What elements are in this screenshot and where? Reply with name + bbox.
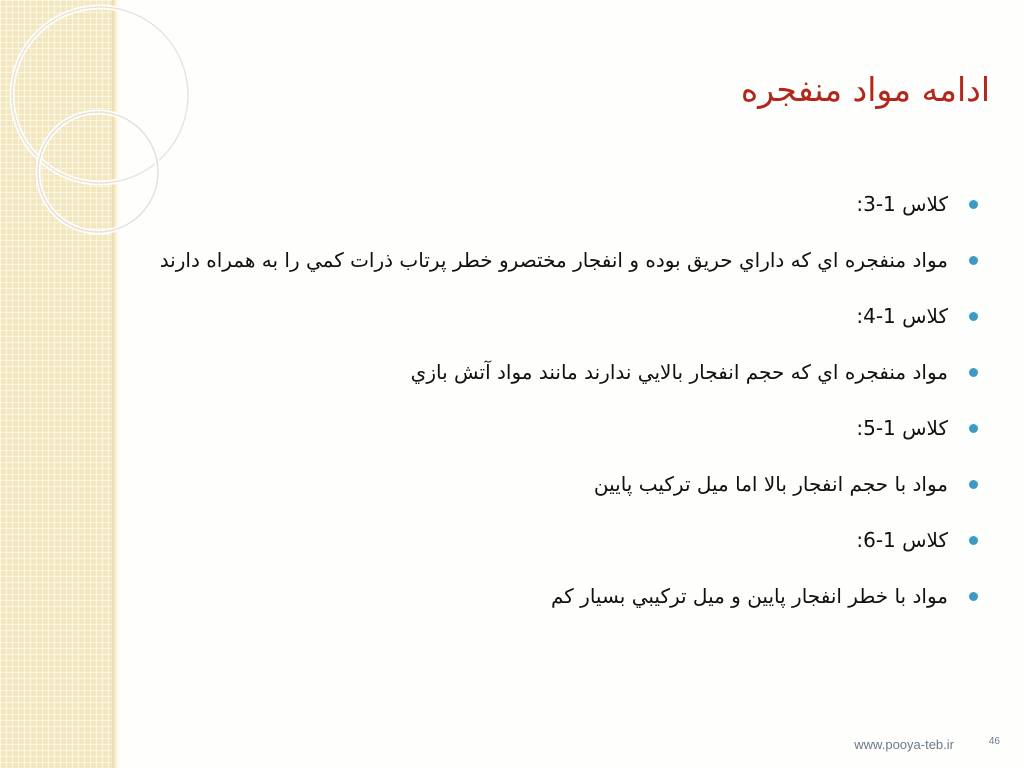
list-item	[72, 464, 952, 504]
list-item-text: مواد منفجره اي كه داراي حريق بوده و انفجار مختصرو خطر پرتاب ذرات كمي را به همراه دارند	[159, 248, 948, 272]
list-item-text: كلاس 1-3:	[856, 192, 948, 216]
bullet-list	[72, 184, 952, 632]
list-item	[72, 576, 952, 616]
list-item	[72, 408, 952, 448]
bullet-dot-icon	[969, 368, 978, 377]
bullet-dot-icon	[969, 536, 978, 545]
list-item	[72, 296, 952, 336]
bullet-dot-icon	[969, 424, 978, 433]
bullet-dot-icon	[969, 480, 978, 489]
list-item	[72, 520, 952, 560]
bullet-dot-icon	[969, 256, 978, 265]
list-item-text: كلاس 1-5:	[856, 416, 948, 440]
list-item-text: كلاس 1-6:	[856, 528, 948, 552]
list-item-text: كلاس 1-4:	[856, 304, 948, 328]
page-number: 46	[988, 736, 1000, 747]
list-item-text: مواد منفجره اي كه حجم انفجار بالايي ندارند مانند مواد آتش بازي	[410, 360, 948, 384]
footer-url: www.pooya-teb.ir	[854, 737, 954, 752]
slide-title: ادامه مواد منفجره	[740, 70, 990, 109]
list-item-text: مواد با حجم انفجار بالا اما ميل تركيب پايين	[593, 472, 948, 496]
bullet-dot-icon	[969, 200, 978, 209]
list-item	[72, 184, 952, 224]
list-item	[72, 240, 952, 280]
bullet-dot-icon	[969, 592, 978, 601]
bullet-dot-icon	[969, 312, 978, 321]
list-item-text: مواد با خطر انفجار پايين و ميل تركيبي بسيار كم	[550, 584, 948, 608]
list-item	[72, 352, 952, 392]
